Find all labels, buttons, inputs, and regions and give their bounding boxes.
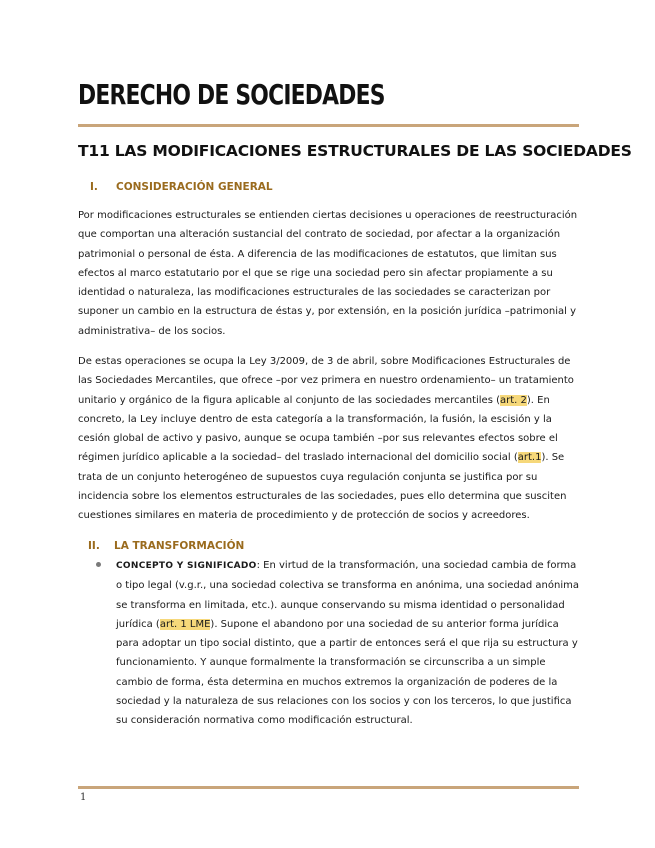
bullet-body: ). Supone el abandono por una sociedad de su anterior forma jurídica para adoptar un tipo social distinto, que a partir de entonces será el que rija su estructura y funcionamiento. Y aunque formalmente la transformación se circunscriba a un simple cambio de forma, ésta determina en muchos extremos la organización de poderes de la sociedad y la naturaleza de sus relaciones con los socios y con los terceros, lo que justifica su consideración normativa como modificación estructural. — [116, 618, 578, 727]
section-title: LA TRANSFORMACIÓN — [114, 540, 245, 552]
article-reference: art.1 — [517, 452, 542, 464]
bullet-lead: CONCEPTO Y SIGNIFICADO — [116, 561, 257, 571]
document-title: DERECHO DE SOCIEDADES — [78, 78, 385, 111]
page-number: 1 — [80, 792, 87, 803]
paragraph-text: De estas operaciones se ocupa la Ley 3/2009, de 3 de abril, sobre Modificaciones Estructurales de las Sociedades Mercantiles, que ofrece –por vez primera en nuestro ordenamiento– un tratamiento unitario y orgánico de la figura aplicable al conjunto de las sociedades mercantiles ( — [78, 356, 574, 406]
section-title: CONSIDERACIÓN GENERAL — [116, 181, 273, 193]
paragraph-text: ). Se trata de un conjunto heterogéneo de supuestos cuya regulación conjunta se justifica por su incidencia sobre los elementos estructurales de las sociedades, pues ello determina que susciten cuestiones similares en materia de procedimiento y de protección de socios y acreedores. — [78, 452, 567, 522]
paragraph-2 — [78, 352, 578, 526]
paragraph-1: Por modificaciones estructurales se entienden ciertas decisiones u operaciones de reestructuración que comportan una alteración sustancial del contrato de sociedad, por afectar a la organización patrimonial o personal de ésta. A diferencia de las modificaciones de estatutos, que limitan sus efectos al marco estatutario por el que se rige una sociedad pero sin afectar propiamente a su identidad o naturaleza, las modificaciones estructurales de las sociedades se caracterizan por suponer un cambio en la estructura de éstas y, por extensión, en la posición jurídica –patrimonial y administrativa– de los socios. — [78, 210, 578, 337]
bullet-icon — [96, 562, 101, 567]
section-heading-2 — [88, 540, 244, 552]
section-number: II. — [88, 540, 100, 552]
title-divider — [78, 124, 579, 127]
article-reference: art. 1 LME — [159, 618, 211, 630]
chapter-title: T11 LAS MODIFICACIONES ESTRUCTURALES DE LAS SOCIEDADES — [78, 142, 632, 160]
paragraph-text: ). En concreto, la Ley incluye dentro de esta categoría a la transformación, la fusión, la escisión y la cesión global de activo y pasivo, aunque se ocupa también –por sus relevantes efectos sobre el régimen jurídico aplicable a la sociedad– del traslado internacional del domicilio social ( — [78, 394, 558, 464]
section-heading-1 — [90, 181, 273, 193]
bullet-text — [116, 556, 580, 731]
bullet-item — [96, 556, 580, 731]
bullet-body: : En virtud de la transformación, una sociedad cambia de forma o tipo legal (v.g.r., una sociedad colectiva se transforma en anónima, una sociedad anónima se transforma en limitada, etc.). aunque conservando su misma identidad o personalidad jurídica ( — [116, 560, 579, 630]
section-number: I. — [90, 181, 98, 193]
article-reference: art. 2 — [499, 394, 527, 406]
footer-divider — [78, 786, 579, 789]
